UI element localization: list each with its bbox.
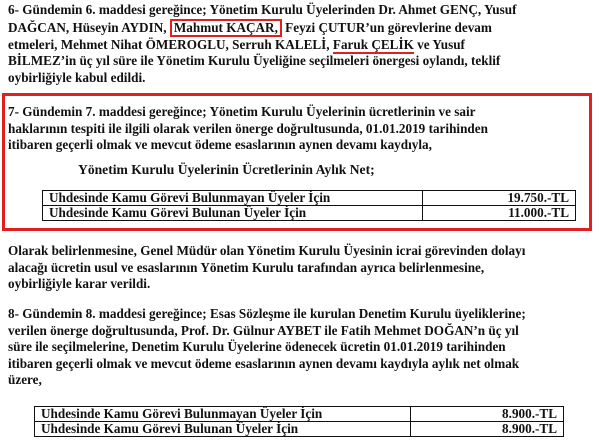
s7-payment-table <box>42 190 576 221</box>
table-row <box>35 422 564 437</box>
table-row <box>43 191 576 206</box>
s7-line-2: haklarının tespiti ile ilgili olarak verilen önerge doğrultusunda, 01.01.2019 tarihinden <box>8 120 488 136</box>
s6-line-2 <box>8 19 590 37</box>
section-7-continued <box>8 243 590 293</box>
row-label: Uhdesinde Kamu Görevi Bulunmayan Üyeler İçin <box>35 407 411 422</box>
s8-line-4: itibaren geçerli olmak ve mevcut ödeme esaslarının aynen devamı kaydıyla aylık net olmak <box>8 355 520 371</box>
row-label: Uhdesinde Kamu Görevi Bulunmayan Üyeler İçin <box>43 191 423 206</box>
s7-line-3: itibaren geçerli olmak ve mevcut ödeme esaslarının aynen devamı kaydıyla, <box>8 137 432 152</box>
row-amount: 11.000.-TL <box>423 206 576 221</box>
row-amount: 8.900.-TL <box>411 407 564 422</box>
s6-line-4: BİLMEZ’in üç yıl süre ile Yönetim Kurulu Üyeliğine seçilmeleri önergesi oylandı, teklif <box>8 53 501 68</box>
s8-line-2: verilen önerge doğrultusunda, Prof. Dr. Gülnur AYBET ile Fatih Mehmet DOĞAN’n üç yıl <box>8 322 519 338</box>
s6-line-2-post: Feyzi ÇUTUR’un görevlerine devam <box>285 19 492 35</box>
highlighted-name-box: Mahmut KAÇAR, <box>170 19 282 37</box>
s7c-line-1: Olarak belirlenmesine, Genel Müdür olan Yönetim Kurulu Üyesinin icrai görevinden dolayı <box>8 243 526 258</box>
s6-line-5: oybirliğiyle kabul edildi. <box>8 69 146 85</box>
section-8 <box>8 306 590 389</box>
s6-line-3-pre: etmeleri, Mehmet Nihat ÖMEROGLU, Serruh KALELİ, <box>8 36 330 52</box>
underlined-name: Faruk ÇELİK <box>332 36 414 52</box>
table-row <box>43 206 576 221</box>
section-7 <box>8 104 590 154</box>
s8-line-1: 8- Gündemin 8. maddesi gereğince; Esas Sözleşme ile kurulan Denetim Kurulu üyeliklerine; <box>8 306 526 321</box>
s7-table-heading: Yönetim Kurulu Üyelerinin Ücretlerinin Aylık Net; <box>78 162 375 177</box>
s6-line-3 <box>8 37 590 54</box>
s6-line-3-post: ve Yusuf <box>417 36 465 52</box>
s6-line-1: 6- Gündemin 6. maddesi gereğince; Yönetim Kurulu Üyelerinden Dr. Ahmet GENÇ, Yusuf <box>8 2 517 17</box>
s7-line-1: 7- Gündemin 7. maddesi gereğince; Yönetim Kurulu Üyelerinin ücretlerinin ve sair <box>8 104 476 119</box>
s7c-line-3: oybirliğiyle karar verildi. <box>8 276 151 291</box>
s8-payment-table <box>34 406 564 437</box>
row-label: Uhdesinde Kamu Görevi Bulunan Üyeler İçin <box>43 206 423 221</box>
s7c-line-2: alacağı ücretin usul ve esaslarının Yönetim Kurulu tarafından ayrıca belirlenmesine, <box>8 259 485 275</box>
s8-line-5: üzere, <box>8 372 42 387</box>
section-6 <box>8 2 590 86</box>
row-amount: 8.900.-TL <box>411 422 564 437</box>
row-label: Uhdesinde Kamu Görevi Bulunan Üyeler İçin <box>35 422 411 437</box>
table-row <box>35 407 564 422</box>
s8-line-3: süre ile seçilmelerine, Denetim Kurulu Üyelerine ödenecek ücretin 01.01.2019 tarihinden <box>8 339 506 354</box>
row-amount: 19.750.-TL <box>423 191 576 206</box>
s6-line-2-pre: DAĞCAN, Hüseyin AYDIN, <box>8 19 167 35</box>
